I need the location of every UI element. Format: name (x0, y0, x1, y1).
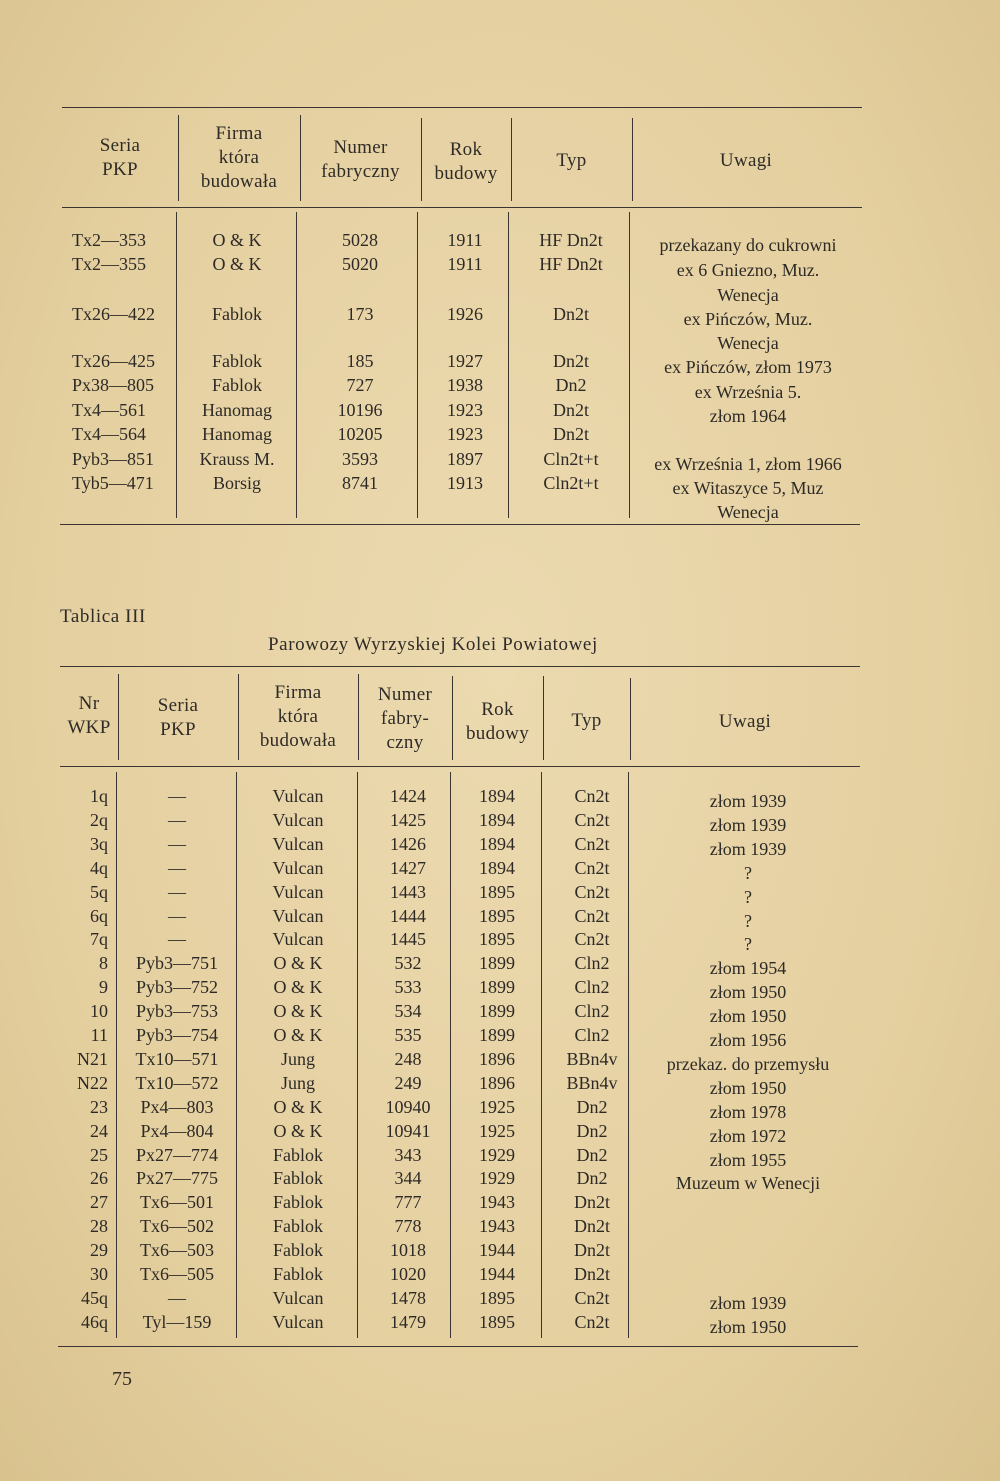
table1-cell-numer: 173 (346, 304, 374, 324)
table3-cell-firma: Vulcan (272, 1287, 324, 1308)
table3-cell-typ: Cn2t (574, 1287, 610, 1308)
table3-cell-seria: Pyb3—751 (135, 953, 218, 974)
table1-cell-numer: 727 (346, 375, 374, 395)
table1-cell-rok: 1911 (447, 230, 483, 250)
table3-cell-nr: 1q (90, 786, 108, 806)
table3-cell-rok: 1894 (479, 809, 515, 830)
table3-cell-rok: 1895 (479, 881, 515, 902)
table3-cell-uwagi: Muzeum w Wenecji (675, 1173, 821, 1194)
table1-cell-seria: Pyb3—851 (72, 449, 155, 469)
table3-cell-seria: — (168, 786, 186, 806)
table3-cell-uwagi: złom 1939 (709, 791, 787, 811)
table3-cell-nr: 30 (90, 1264, 108, 1284)
table3-cell-rok: 1895 (479, 905, 515, 926)
table1-cell-seria: Tx4—561 (72, 400, 146, 420)
table1-cell-uwagi: ex Pińczów, złom 1973 (664, 357, 832, 377)
table3-cell-typ: Dn2t (574, 1216, 610, 1237)
table1-cell-firma: Fablok (211, 375, 262, 395)
table1-col-divider (176, 212, 177, 518)
table3-cell-numer: 10941 (385, 1120, 431, 1141)
table3-cell-typ: Dn2 (576, 1096, 608, 1117)
table3-cell-uwagi: ? (744, 910, 752, 931)
table1-cell-uwagi: złom 1964 (709, 406, 787, 426)
table3-cell-uwagi: złom 1950 (709, 1006, 787, 1027)
table3-cell-nr: 26 (90, 1168, 108, 1189)
table1-cell-typ: HF Dn2t (539, 254, 603, 274)
table1-cell-uwagi: ex 6 Gniezno, Muz. (676, 260, 820, 280)
table1-cell-typ: Cln2t+t (543, 449, 599, 469)
table1-cell-numer: 5020 (342, 254, 378, 274)
table3-cell-rok: 1929 (479, 1144, 515, 1165)
table1-cell-uwagi: ex Września 5. (694, 382, 802, 402)
table1-cell-seria: Tx2—353 (72, 230, 146, 250)
table3-cell-rok: 1895 (479, 929, 515, 950)
table3-cell-numer: 533 (394, 977, 422, 998)
table3-cell-nr: 9 (99, 977, 108, 998)
table3-cell-rok: 1894 (479, 857, 515, 878)
table3-cell-typ: Cn2t (574, 833, 610, 854)
table3-cell-firma: Fablok (272, 1144, 323, 1165)
table3-cell-seria: — (168, 929, 186, 950)
table1-cell-rok: 1938 (447, 375, 483, 395)
table3-cell-typ: Cln2 (574, 953, 610, 974)
table1-cell-firma: Hanomag (202, 424, 272, 444)
table3-header-rule (60, 766, 860, 767)
table3-cell-uwagi: złom 1950 (709, 1077, 787, 1098)
table3-cell-seria: Pyb3—752 (135, 977, 218, 998)
table3-cell-numer: 1443 (390, 881, 426, 902)
table3-cell-nr: 5q (90, 881, 108, 902)
table1-cell-uwagi: przekazany do cukrowni (659, 235, 837, 255)
table1-cell-numer: 10205 (337, 424, 383, 444)
table3-cell-nr: 2q (90, 809, 108, 830)
table3-cell-numer: 344 (394, 1168, 422, 1189)
table1-cell-firma: Fablok (211, 351, 262, 371)
table3-cell-typ: Cn2t (574, 929, 610, 950)
table3-cell-numer: 1424 (390, 786, 426, 806)
table3-cell-rok: 1929 (479, 1168, 515, 1189)
table1-cell-uwagi: Wenecja (717, 285, 779, 305)
table3-cell-nr: 7q (90, 929, 108, 950)
table1-header-typ: Typ (556, 150, 587, 171)
table3-header-seria: Seria PKP (157, 695, 199, 740)
table1-cell-seria: Tyb5—471 (72, 473, 154, 493)
table3-cell-firma: Fablok (272, 1168, 323, 1189)
table3-cell-rok: 1943 (479, 1192, 515, 1213)
table3-cell-seria: Tx6—505 (140, 1264, 214, 1284)
table3-cell-nr: 3q (90, 833, 108, 854)
table3-cell-numer: 778 (394, 1216, 422, 1237)
table3-cell-firma: O & K (273, 1120, 323, 1141)
table3-cell-typ: Cn2t (574, 786, 610, 806)
table3-cell-seria: Px4—804 (140, 1120, 214, 1141)
table1-cell-seria: Tx26—425 (72, 351, 155, 371)
table3-bottom-rule (58, 1346, 858, 1347)
table3-cell-nr: 24 (90, 1120, 108, 1141)
table3-cell-rok: 1899 (479, 953, 515, 974)
table3-cell-uwagi: złom 1939 (709, 838, 787, 859)
table3-cell-firma: Vulcan (272, 881, 324, 902)
table3-cell-typ: Cn2t (574, 857, 610, 878)
table3-cell-numer: 534 (394, 1001, 422, 1022)
table3-cell-numer: 1444 (390, 905, 426, 926)
table3-cell-rok: 1943 (479, 1216, 515, 1237)
table1-header-rule (62, 207, 862, 208)
table3-cell-seria: Px27—775 (135, 1168, 218, 1189)
table3-cell-rok: 1899 (479, 977, 515, 998)
table3-cell-uwagi: złom 1939 (709, 814, 787, 835)
table3-cell-firma: Vulcan (272, 786, 324, 806)
table3-cell-nr: 29 (90, 1240, 108, 1261)
table3-header-rok: Rok budowy (465, 699, 530, 744)
table1-cell-typ: Dn2t (553, 304, 589, 324)
table3-cell-rok: 1944 (479, 1264, 515, 1284)
table3-cell-nr: 27 (90, 1192, 108, 1213)
table1-header-seria: Seria PKP (99, 135, 141, 180)
table1-cell-firma: O & K (212, 254, 262, 274)
table3-cell-uwagi: ? (744, 886, 752, 907)
table3-cell-rok: 1925 (479, 1096, 515, 1117)
table3-cell-numer: 249 (394, 1072, 422, 1093)
table3-cell-rok: 1895 (479, 1287, 515, 1308)
table3-cell-seria: — (168, 1287, 186, 1308)
table3-cell-rok: 1894 (479, 833, 515, 854)
table1-cell-uwagi: Wenecja (717, 502, 779, 522)
table-title: Parowozy Wyrzyskiej Kolei Powiatowej (268, 634, 598, 655)
table3-cell-seria: Tx6—501 (140, 1192, 214, 1213)
table3-cell-firma: Fablok (272, 1264, 323, 1284)
table3-header-uwagi: Uwagi (718, 711, 772, 732)
table3-cell-firma: Vulcan (272, 905, 324, 926)
table1-header-firma: Firma która budowała (200, 123, 278, 192)
table3-cell-seria: Tx10—572 (135, 1072, 219, 1093)
table3-cell-firma: Fablok (272, 1192, 323, 1213)
table1-cell-typ: HF Dn2t (539, 230, 603, 250)
table3-cell-nr: 28 (90, 1216, 108, 1237)
table1-cell-seria: Tx2—355 (72, 254, 146, 274)
table3-cell-seria: — (168, 857, 186, 878)
table3-cell-firma: Fablok (272, 1216, 323, 1237)
table1-cell-uwagi: ex Września 1, złom 1966 (654, 454, 842, 474)
table3-cell-nr: 8 (99, 953, 108, 974)
table3-cell-typ: Dn2t (574, 1192, 610, 1213)
table3-cell-numer: 1445 (390, 929, 426, 950)
table3-cell-uwagi: złom 1955 (709, 1149, 787, 1170)
table3-cell-seria: Px4—803 (140, 1096, 214, 1117)
table3-cell-seria: — (168, 833, 186, 854)
table3-cell-uwagi: złom 1950 (709, 1316, 787, 1337)
table1-cell-rok: 1897 (447, 449, 483, 469)
table3-cell-nr: N21 (77, 1048, 108, 1069)
table3-cell-nr: 11 (90, 1025, 108, 1045)
table3-cell-nr: N22 (77, 1072, 108, 1093)
table3-cell-numer: 1479 (390, 1311, 426, 1332)
table3-cell-uwagi: przekaz. do przemysłu (666, 1053, 830, 1074)
table1-cell-typ: Dn2t (553, 400, 589, 420)
table1-cell-typ: Cln2t+t (543, 473, 599, 493)
table3-cell-rok: 1925 (479, 1120, 515, 1141)
table3-cell-firma: O & K (273, 1025, 323, 1045)
table3-cell-typ: Cn2t (574, 905, 610, 926)
table3-cell-nr: 10 (90, 1001, 108, 1022)
table3-cell-uwagi: złom 1950 (709, 982, 787, 1003)
table3-cell-typ: Dn2 (576, 1120, 608, 1141)
table1-cell-firma: Hanomag (202, 400, 272, 420)
table3-header-firma: Firma która budowała (259, 682, 337, 751)
table3-cell-rok: 1899 (479, 1001, 515, 1022)
table1-cell-numer: 185 (346, 351, 374, 371)
table3-cell-numer: 1018 (390, 1240, 426, 1261)
table1-cell-rok: 1923 (447, 400, 483, 420)
table3-cell-typ: BBn4v (566, 1048, 618, 1069)
table3-cell-seria: Tx6—502 (140, 1216, 214, 1237)
table3-cell-rok: 1894 (479, 786, 515, 806)
table3-col-divider (116, 772, 117, 1338)
table3-cell-firma: O & K (273, 1096, 323, 1117)
table3-cell-numer: 532 (394, 953, 422, 974)
table-label: Tablica III (60, 606, 146, 627)
table3-cell-firma: Vulcan (272, 1311, 324, 1332)
table1-header-uwagi: Uwagi (719, 150, 773, 171)
table1-cell-rok: 1923 (447, 424, 483, 444)
table1-cell-typ: Dn2t (553, 351, 589, 371)
table1-cell-firma: O & K (212, 230, 262, 250)
table1-header-numer: Numer fabryczny (321, 137, 400, 182)
table1-header-rok: Rok budowy (434, 139, 498, 184)
table3-cell-firma: Vulcan (272, 809, 324, 830)
table1-col-divider (296, 212, 297, 518)
table3-cell-numer: 248 (394, 1048, 422, 1069)
table3-cell-firma: Jung (280, 1048, 315, 1069)
table3-cell-typ: Dn2 (576, 1144, 608, 1165)
table3-cell-numer: 343 (394, 1144, 422, 1165)
table3-cell-rok: 1896 (479, 1048, 515, 1069)
table3-cell-nr: 6q (90, 905, 108, 926)
table3-cell-typ: Cn2t (574, 809, 610, 830)
table3-cell-firma: Vulcan (272, 929, 324, 950)
table3-cell-typ: Cln2 (574, 1025, 610, 1045)
table3-cell-seria: — (168, 809, 186, 830)
table3-cell-rok: 1895 (479, 1311, 515, 1332)
table3-cell-seria: Tx6—503 (140, 1240, 214, 1261)
table1-cell-firma: Borsig (212, 473, 261, 493)
table3-cell-uwagi: złom 1956 (709, 1030, 787, 1050)
table3-col-divider (236, 772, 237, 1338)
table1-cell-typ: Dn2 (555, 375, 587, 395)
table3-cell-numer: 1478 (390, 1287, 426, 1308)
table1-cell-typ: Dn2t (553, 424, 589, 444)
page-number: 75 (112, 1368, 132, 1390)
table3-cell-seria: Tx10—571 (135, 1048, 219, 1069)
table1-cell-seria: Tx26—422 (72, 304, 155, 324)
table3-cell-seria: Pyb3—754 (135, 1025, 218, 1045)
table3-cell-firma: O & K (273, 953, 323, 974)
table3-cell-seria: Pyb3—753 (135, 1001, 218, 1022)
table1-cell-firma: Fablok (211, 304, 262, 324)
table3-cell-nr: 46q (81, 1311, 108, 1332)
table1-cell-seria: Px38—805 (72, 375, 155, 395)
table3-cell-seria: Tyl—159 (142, 1311, 212, 1332)
table3-cell-firma: O & K (273, 977, 323, 998)
table3-cell-typ: Cln2 (574, 977, 610, 998)
table3-cell-numer: 1426 (390, 833, 426, 854)
table3-cell-numer: 1425 (390, 809, 426, 830)
table3-cell-typ: BBn4v (566, 1072, 618, 1093)
table1-top-rule (62, 107, 862, 108)
table3-cell-typ: Dn2 (576, 1168, 608, 1189)
table1-cell-uwagi: Wenecja (717, 333, 779, 353)
table3-cell-numer: 1427 (390, 857, 426, 878)
table3-cell-typ: Dn2t (574, 1240, 610, 1261)
table3-cell-nr: 23 (90, 1096, 108, 1117)
table3-cell-numer: 777 (394, 1192, 422, 1213)
table3-cell-nr: 4q (90, 857, 108, 878)
table3-header-typ: Typ (571, 710, 602, 731)
table1-cell-numer: 3593 (342, 449, 378, 469)
table3-cell-uwagi: złom 1972 (709, 1125, 787, 1146)
table3-cell-seria: Px27—774 (135, 1144, 218, 1165)
table3-cell-uwagi: złom 1939 (709, 1292, 787, 1313)
table1-cell-uwagi: ex Witaszyce 5, Muz (672, 478, 824, 498)
table3-cell-firma: O & K (273, 1001, 323, 1022)
table3-cell-typ: Dn2t (574, 1264, 610, 1284)
table3-cell-numer: 1020 (390, 1264, 426, 1284)
table1-cell-rok: 1927 (447, 351, 483, 371)
table1-cell-rok: 1926 (447, 304, 483, 324)
table3-cell-uwagi: złom 1954 (709, 958, 787, 979)
table1-cell-numer: 8741 (342, 473, 378, 493)
table3-header-nr: Nr WKP (67, 693, 111, 738)
table3-cell-uwagi: złom 1978 (709, 1101, 787, 1122)
table3-cell-uwagi: ? (744, 934, 752, 955)
table3-cell-nr: 25 (90, 1144, 108, 1165)
table1-cell-numer: 10196 (337, 400, 383, 420)
table3-cell-rok: 1896 (479, 1072, 515, 1093)
table3-header-numer: Numer fabry- czny (377, 684, 433, 753)
table1-cell-firma: Krauss M. (199, 449, 275, 469)
table3-cell-rok: 1899 (479, 1025, 515, 1045)
table1-bottom-rule (60, 524, 860, 525)
table1-cell-rok: 1913 (447, 473, 483, 493)
table3-cell-numer: 535 (394, 1025, 422, 1045)
table3-cell-uwagi: ? (744, 862, 752, 883)
table3-cell-rok: 1944 (479, 1240, 515, 1261)
table3-cell-typ: Cn2t (574, 881, 610, 902)
table1-cell-rok: 1911 (447, 254, 483, 274)
table3-cell-typ: Cln2 (574, 1001, 610, 1022)
table1-cell-seria: Tx4—564 (72, 424, 146, 444)
table3-cell-firma: Fablok (272, 1240, 323, 1261)
table3-cell-typ: Cn2t (574, 1311, 610, 1332)
table1-cell-uwagi: ex Pińczów, Muz. (683, 309, 813, 329)
table3-cell-nr: 45q (81, 1287, 108, 1308)
table3-cell-firma: Vulcan (272, 857, 324, 878)
table3-cell-firma: Vulcan (272, 833, 324, 854)
table3-top-rule (60, 666, 860, 667)
table3-cell-firma: Jung (280, 1072, 315, 1093)
table3-cell-seria: — (168, 905, 186, 926)
table3-cell-numer: 10940 (385, 1096, 431, 1117)
table3-cell-seria: — (168, 881, 186, 902)
table1-cell-numer: 5028 (342, 230, 378, 250)
